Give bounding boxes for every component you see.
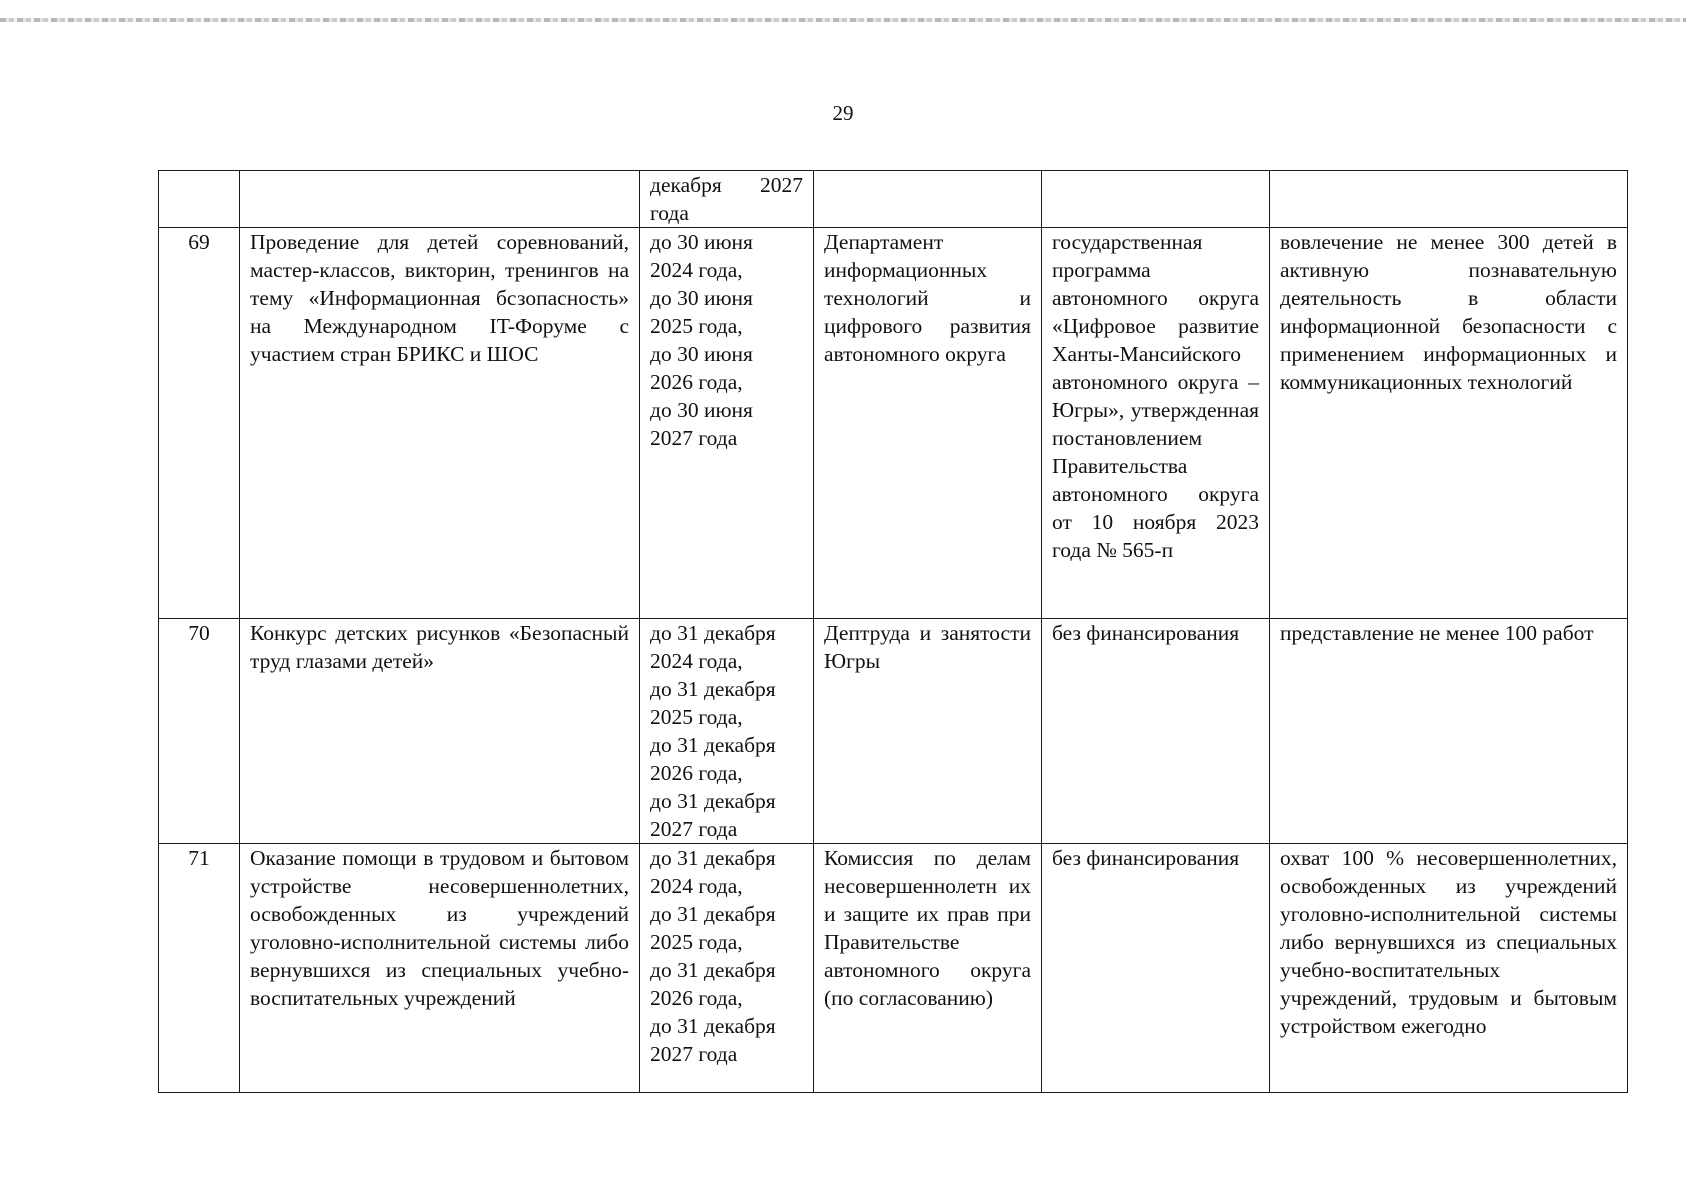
deadline-line: до 30 июня — [650, 398, 753, 422]
deadline-line: до 31 декабря — [650, 846, 776, 870]
deadline-line: до 31 декабря — [650, 677, 776, 701]
deadline-line: до 30 июня — [650, 286, 753, 310]
deadline-line: 2026 года, — [650, 370, 743, 394]
deadline-line: года — [650, 201, 689, 225]
deadline-line: до 31 декабря — [650, 1014, 776, 1038]
financing-cell: государственная программа автономного округа «Цифровое развитие Ханты-Мансийского автономного округа – Югры», утвержденная постановлением Правительства автономного округа от 10 ноября 2023 года № 565-п — [1042, 228, 1270, 619]
responsible-cell — [814, 171, 1042, 228]
page-number: 29 — [832, 101, 854, 125]
deadline-line: 2025 года, — [650, 705, 743, 729]
deadline-line: 2025 года, — [650, 314, 743, 338]
row-number-cell: 69 — [159, 228, 240, 619]
deadline-cell — [640, 619, 814, 844]
responsible-cell: Комиссия по делам несовершеннолетн их и защите их прав при Правительстве автономного округа (по согласованию) — [814, 844, 1042, 1093]
measures-table — [158, 170, 1628, 1093]
row-number-cell: 71 — [159, 844, 240, 1093]
event-cell: Оказание помощи в трудовом и бытовом устройстве несовершеннолетних, освобожденных из учреждений уголовно-исполнительной системы либо вернувшихся из специальных учебно-воспитательных учреждений — [240, 844, 640, 1093]
financing-cell — [1042, 171, 1270, 228]
deadline-line: 2024 года, — [650, 258, 743, 282]
scan-edge-line — [0, 18, 1686, 22]
deadline-line: 2024 года, — [650, 874, 743, 898]
deadline-line: до 31 декабря — [650, 733, 776, 757]
deadline-cell — [640, 171, 814, 228]
row-number-cell — [159, 171, 240, 228]
table-row-71 — [159, 844, 1628, 1093]
financing-cell: без финансирования — [1042, 619, 1270, 844]
deadline-line: до 30 июня — [650, 230, 753, 254]
deadline-cell — [640, 228, 814, 619]
deadline-line: декабря 2027 — [650, 173, 803, 197]
responsible-cell: Департамент информационных технологий и цифрового развития автономного округа — [814, 228, 1042, 619]
result-cell — [1270, 171, 1628, 228]
result-cell: охват 100 % несовершеннолетних, освобожденных из учреждений уголовно-исполнительной системы либо вернувшихся из специальных учебно-воспитательных учреждений, трудовым и бытовым устройством ежегодно — [1270, 844, 1628, 1093]
deadline-line: до 31 декабря — [650, 902, 776, 926]
event-cell: Конкурс детских рисунков «Безопасный труд глазами детей» — [240, 619, 640, 844]
result-cell: представление не менее 100 работ — [1270, 619, 1628, 844]
row-number-cell: 70 — [159, 619, 240, 844]
responsible-cell: Дептруда и занятости Югры — [814, 619, 1042, 844]
event-cell: Проведение для детей соревнований, мастер-классов, викторин, тренингов на тему «Информационная бсзопасность» на Международном IT-Форуме с участием стран БРИКС и ШОС — [240, 228, 640, 619]
table-row-69 — [159, 228, 1628, 619]
event-cell — [240, 171, 640, 228]
deadline-line: до 31 декабря — [650, 789, 776, 813]
deadline-line: 2027 года — [650, 817, 738, 841]
deadline-line: 2025 года, — [650, 930, 743, 954]
financing-cell: без финансирования — [1042, 844, 1270, 1093]
deadline-line: 2026 года, — [650, 986, 743, 1010]
deadline-line: 2027 года — [650, 426, 738, 450]
table-row-70 — [159, 619, 1628, 844]
table-row-continuation — [159, 171, 1628, 228]
deadline-line: 2024 года, — [650, 649, 743, 673]
deadline-line: до 31 декабря — [650, 621, 776, 645]
deadline-line: 2027 года — [650, 1042, 738, 1066]
deadline-cell — [640, 844, 814, 1093]
deadline-line: 2026 года, — [650, 761, 743, 785]
deadline-line: до 30 июня — [650, 342, 753, 366]
result-cell: вовлечение не менее 300 детей в активную познавательную деятельность в области информационной безопасности с применением информационных и коммуникационных технологий — [1270, 228, 1628, 619]
deadline-line: до 31 декабря — [650, 958, 776, 982]
